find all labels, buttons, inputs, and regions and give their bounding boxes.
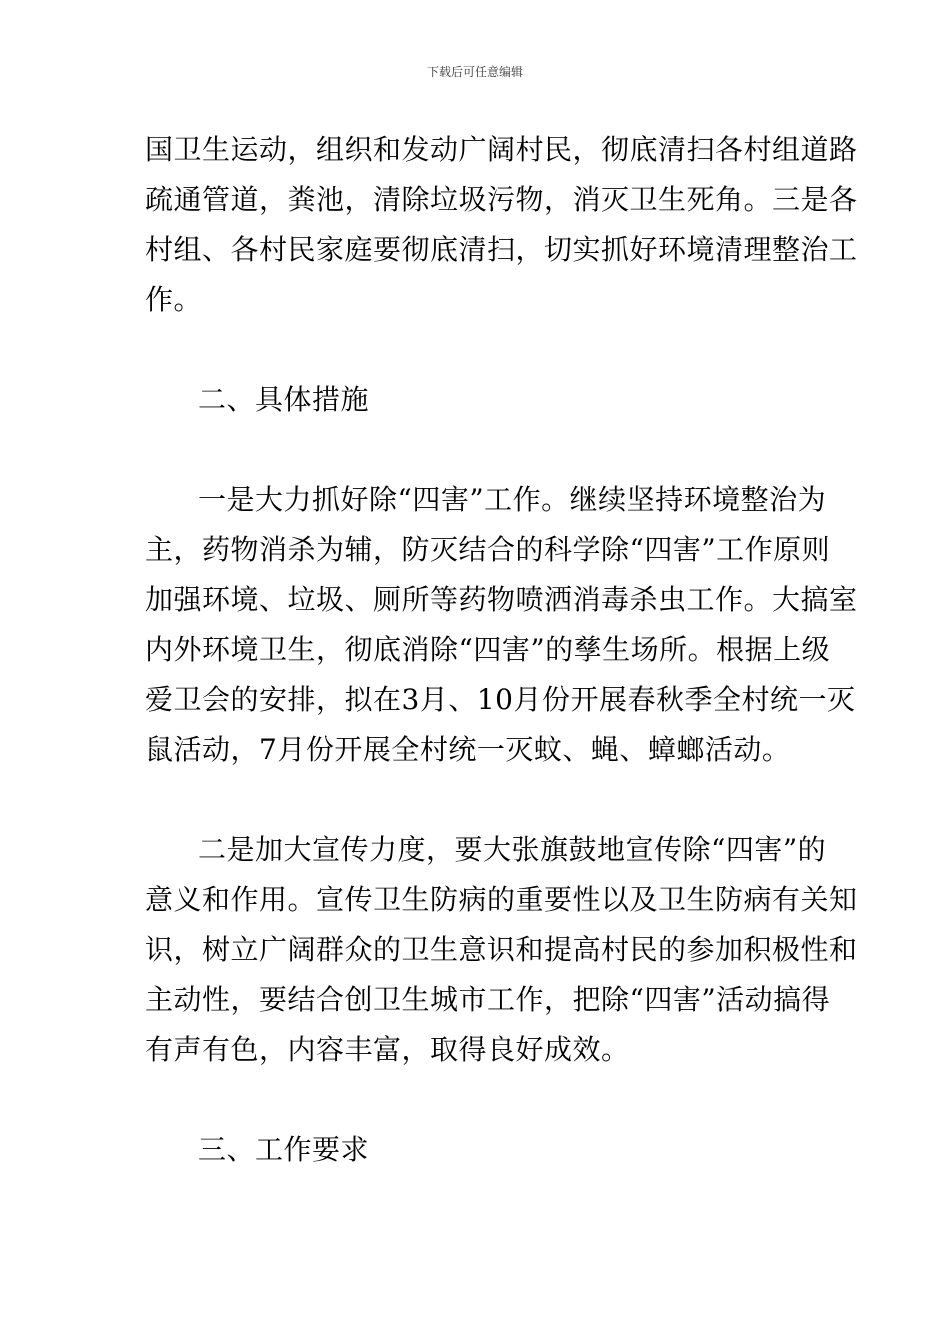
text-line: 主，药物消杀为辅，防灭结合的科学除“四害”工作原则: [145, 533, 831, 566]
text-line: 作。: [145, 283, 203, 316]
text-line: 加强环境、垃圾、厕所等药物喷洒消毒杀虫工作。大搞室: [145, 583, 858, 616]
text-line: 国卫生运动，组织和发动广阔村民，彻底清扫各村组道路: [145, 133, 858, 166]
text-line: 一是大力抓好除“四害”工作。继续坚持环境整治为: [198, 483, 827, 516]
header-note: 下载后可任意编辑: [426, 65, 523, 79]
section-heading: 二、具体措施: [198, 383, 370, 416]
text-line: 爱卫会的安排，拟在3月、10月份开展春秋季全村统一灭: [145, 683, 856, 716]
text-line: 二是加大宣传力度，要大张旗鼓地宣传除“四害”的: [198, 833, 827, 866]
text-line: 主动性，要结合创卫生城市工作，把除“四害”活动搞得: [145, 983, 831, 1016]
blank-line: [145, 1075, 809, 1125]
text-line: 内外环境卫生，彻底消除“四害”的孳生场所。根据上级: [145, 633, 831, 666]
text-line: 识，树立广阔群众的卫生意识和提高村民的参加积极性和: [145, 933, 858, 966]
text-line: 有声有色，内容丰富，取得良好成效。: [145, 1033, 630, 1066]
section-heading: 三、工作要求: [198, 1133, 370, 1166]
blank-line: [145, 425, 809, 475]
text-line: 疏通管道，粪池，清除垃圾污物，消灭卫生死角。三是各: [145, 183, 858, 216]
blank-line: [145, 775, 809, 825]
blank-line: [145, 325, 809, 375]
document-body: [145, 125, 858, 1175]
text-line: 村组、各村民家庭要彻底清扫，切实抓好环境清理整治工: [145, 233, 858, 266]
text-line: 鼠活动，7月份开展全村统一灭蚊、蝇、蟑螂活动。: [145, 733, 791, 766]
text-line: 意义和作用。宣传卫生防病的重要性以及卫生防病有关知: [145, 883, 858, 916]
